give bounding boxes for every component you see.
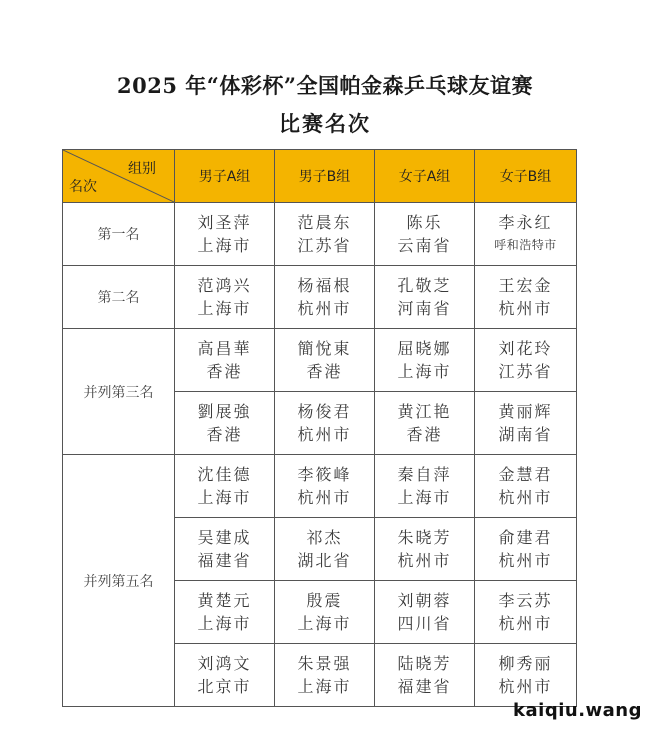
player-cell	[175, 581, 275, 644]
player-name: 刘圣萍	[197, 213, 252, 232]
player-cell	[275, 392, 375, 455]
player-region: 江苏省	[498, 362, 553, 381]
player-region: 杭州市	[297, 425, 352, 444]
player-region: 杭州市	[297, 488, 352, 507]
player-region: 江苏省	[297, 236, 352, 255]
player-name: 金慧君	[498, 465, 553, 484]
rank-cell: 并列第五名	[63, 455, 175, 707]
player-region: 杭州市	[498, 488, 553, 507]
player-name: 孔敬芝	[397, 276, 452, 295]
player-cell	[175, 392, 275, 455]
player-region: 福建省	[397, 677, 452, 696]
player-cell	[275, 455, 375, 518]
player-name: 黄江艳	[397, 402, 452, 421]
player-region: 呼和浩特市	[494, 238, 557, 252]
player-cell	[275, 644, 375, 707]
player-region: 福建省	[197, 551, 252, 570]
player-name: 杨俊君	[297, 402, 352, 421]
player-region: 杭州市	[397, 551, 452, 570]
page-title: 2025 年“体彩杯”全国帕金森乒乓球友谊赛	[117, 73, 533, 98]
player-cell	[375, 329, 475, 392]
player-name: 刘花玲	[498, 339, 553, 358]
page-subtitle: 比赛名次	[279, 111, 371, 136]
column-header: 男子B组	[275, 150, 375, 203]
player-cell	[475, 392, 577, 455]
player-name: 杨福根	[297, 276, 352, 295]
table-row	[63, 329, 577, 392]
player-region: 杭州市	[498, 677, 553, 696]
player-region: 上海市	[197, 299, 252, 318]
player-region: 杭州市	[498, 299, 553, 318]
player-name: 范鸿兴	[197, 276, 252, 295]
player-name: 陈乐	[406, 213, 443, 232]
player-cell	[275, 518, 375, 581]
player-region: 云南省	[397, 236, 452, 255]
player-cell	[275, 581, 375, 644]
player-name: 黄丽辉	[498, 402, 553, 421]
table-row	[63, 455, 577, 518]
player-name: 朱晓芳	[397, 528, 452, 547]
player-cell	[475, 455, 577, 518]
player-name: 吴建成	[197, 528, 252, 547]
player-cell	[375, 644, 475, 707]
player-name: 柳秀丽	[498, 654, 553, 673]
player-region: 杭州市	[498, 614, 553, 633]
column-header: 女子A组	[375, 150, 475, 203]
player-cell	[175, 266, 275, 329]
player-cell	[475, 266, 577, 329]
player-region: 上海市	[297, 614, 352, 633]
player-name: 李筱峰	[297, 465, 352, 484]
player-cell	[175, 644, 275, 707]
player-cell	[475, 329, 577, 392]
player-name: 刘朝蓉	[397, 591, 452, 610]
player-name: 秦自萍	[397, 465, 452, 484]
player-cell	[375, 455, 475, 518]
player-cell	[275, 266, 375, 329]
player-cell	[375, 518, 475, 581]
player-cell	[375, 266, 475, 329]
column-header: 女子B组	[475, 150, 577, 203]
player-region: 杭州市	[498, 551, 553, 570]
player-region: 香港	[406, 425, 443, 444]
player-cell	[475, 203, 577, 266]
player-region: 上海市	[397, 362, 452, 381]
player-region: 北京市	[197, 677, 252, 696]
player-name: 陆晓芳	[397, 654, 452, 673]
player-name: 李永红	[498, 213, 553, 232]
player-region: 湖北省	[297, 551, 352, 570]
player-name: 高昌華	[197, 339, 252, 358]
player-cell	[175, 329, 275, 392]
column-header: 男子A组	[175, 150, 275, 203]
table-body	[63, 203, 577, 707]
player-name: 俞建君	[498, 528, 553, 547]
player-name: 殷震	[306, 591, 343, 610]
player-name: 范晨东	[297, 213, 352, 232]
player-name: 沈佳德	[197, 465, 252, 484]
rank-cell: 第二名	[63, 266, 175, 329]
rank-cell: 第一名	[63, 203, 175, 266]
player-cell	[275, 203, 375, 266]
player-cell	[475, 581, 577, 644]
player-name: 王宏金	[498, 276, 553, 295]
player-name: 祁杰	[306, 528, 343, 547]
player-region: 上海市	[197, 236, 252, 255]
player-cell	[375, 203, 475, 266]
player-region: 上海市	[397, 488, 452, 507]
player-name: 黄楚元	[197, 591, 252, 610]
player-cell	[475, 518, 577, 581]
player-region: 香港	[206, 362, 243, 381]
player-region: 上海市	[197, 614, 252, 633]
player-region: 上海市	[297, 677, 352, 696]
player-region: 四川省	[397, 614, 452, 633]
ranking-table	[62, 149, 577, 707]
player-cell	[375, 392, 475, 455]
group-label: 组别	[128, 161, 156, 177]
player-name: 刘鸿文	[197, 654, 252, 673]
player-cell	[175, 455, 275, 518]
player-name: 屈晓娜	[397, 339, 452, 358]
player-name: 朱景强	[297, 654, 352, 673]
player-cell	[175, 518, 275, 581]
table-row	[63, 203, 577, 266]
player-region: 湖南省	[498, 425, 553, 444]
player-name: 李云苏	[498, 591, 553, 610]
diagonal-header-cell	[63, 150, 175, 203]
player-cell	[475, 644, 577, 707]
watermark: kaiqiu.wang	[513, 700, 642, 721]
player-region: 上海市	[197, 488, 252, 507]
player-name: 簡悅東	[297, 339, 352, 358]
player-region: 河南省	[397, 299, 452, 318]
table-header-row	[63, 150, 577, 203]
player-name: 劉展強	[197, 402, 252, 421]
player-cell	[375, 581, 475, 644]
rank-label: 名次	[69, 179, 97, 195]
rank-cell: 并列第三名	[63, 329, 175, 455]
player-cell	[275, 329, 375, 392]
player-region: 香港	[206, 425, 243, 444]
player-cell	[175, 203, 275, 266]
player-region: 杭州市	[297, 299, 352, 318]
player-region: 香港	[306, 362, 343, 381]
table-row	[63, 266, 577, 329]
